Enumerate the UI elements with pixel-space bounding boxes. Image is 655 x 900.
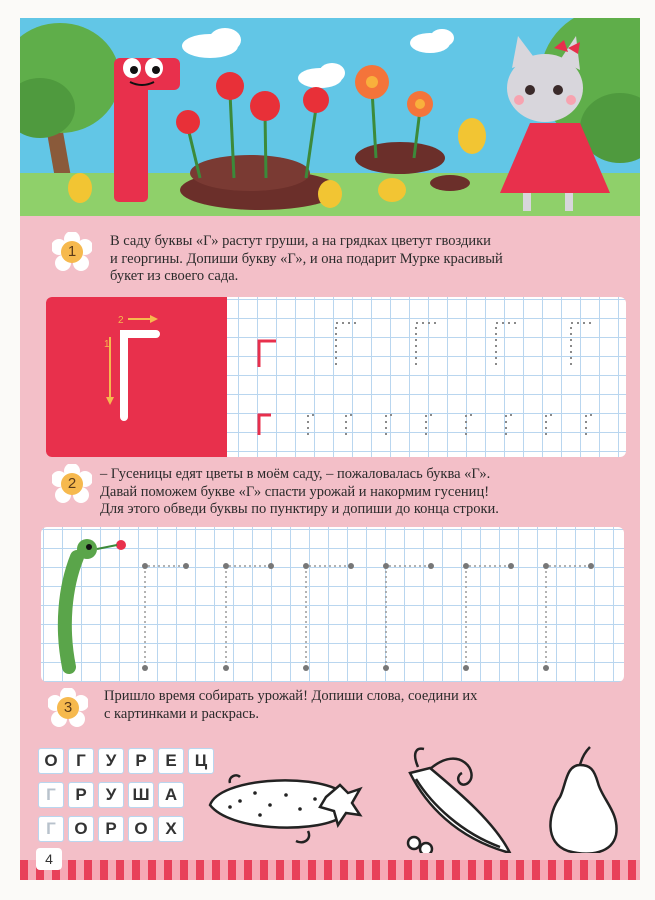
task-line: с картинками и раскрась. — [104, 705, 259, 722]
task-line: Пришло время собирать урожай! Допиши слова, соедини их — [104, 688, 478, 704]
letter-cell[interactable]: А — [158, 782, 184, 808]
letter-cell[interactable]: Е — [158, 748, 184, 774]
step-number: 1 — [61, 241, 83, 263]
letter-g-model — [46, 297, 227, 457]
task-1-text — [110, 233, 503, 286]
word-row-pear[interactable] — [38, 782, 184, 808]
step-3-badge — [48, 688, 88, 728]
letter-cell[interactable]: О — [38, 748, 64, 774]
peas-pod-icon — [408, 749, 510, 853]
task-line: букет из своего сада. — [110, 268, 239, 284]
letter-cell[interactable]: У — [98, 782, 124, 808]
letter-g-dotted-traces — [41, 527, 624, 682]
letter-g-model-panel — [46, 297, 227, 457]
letter-cell[interactable]: Г — [68, 748, 94, 774]
word-row-peas[interactable] — [38, 816, 184, 842]
bottom-border-stripe — [20, 860, 640, 880]
garden-scene-image — [20, 18, 640, 216]
stroke-label-2: 2 — [118, 315, 124, 326]
letter-cell[interactable]: О — [128, 816, 154, 842]
letter-cell-blank[interactable]: Г — [38, 816, 64, 842]
stroke-label-1: 1 — [104, 339, 110, 350]
letter-cell[interactable]: Ш — [128, 782, 154, 808]
step-number: 3 — [57, 697, 79, 719]
letter-cell[interactable]: Ц — [188, 748, 214, 774]
task-line: Для этого обведи буквы по пунктиру и допиши до конца строки. — [100, 501, 499, 517]
task-line: Давай поможем букве «Г» спасти урожай и накормим гусениц! — [100, 483, 490, 500]
page-number: 4 — [36, 848, 62, 870]
task-line: и георгины. Допиши букву «Г», и она подарит Мурке красивый — [110, 250, 503, 267]
caterpillar-icon — [65, 539, 126, 667]
pear-outline-icon — [550, 747, 616, 853]
letter-cell[interactable]: Х — [158, 816, 184, 842]
step-2-badge — [52, 464, 92, 504]
letter-cell[interactable]: О — [68, 816, 94, 842]
letter-cell[interactable]: Р — [98, 816, 124, 842]
step-number: 2 — [61, 473, 83, 495]
garden-illustration — [20, 18, 640, 216]
tracing-grid-2[interactable] — [41, 527, 624, 682]
cucumber-icon — [210, 775, 360, 842]
step-1-badge — [52, 232, 92, 272]
task-3-text — [104, 688, 477, 723]
letter-cell-blank[interactable]: Г — [38, 782, 64, 808]
letter-cell[interactable]: У — [98, 748, 124, 774]
word-row-cucumber[interactable] — [38, 748, 214, 774]
workbook-page — [20, 18, 640, 880]
task-2-text — [100, 466, 499, 519]
task-line: – Гусеницы едят цветы в моём саду, – пожаловалась буква «Г». — [100, 466, 491, 482]
coloring-pictures[interactable] — [200, 743, 640, 853]
task-line: В саду буквы «Г» растут груши, а на грядках цветут гвоздики — [110, 233, 491, 249]
letter-cell[interactable]: Р — [128, 748, 154, 774]
letter-cell[interactable]: Р — [68, 782, 94, 808]
